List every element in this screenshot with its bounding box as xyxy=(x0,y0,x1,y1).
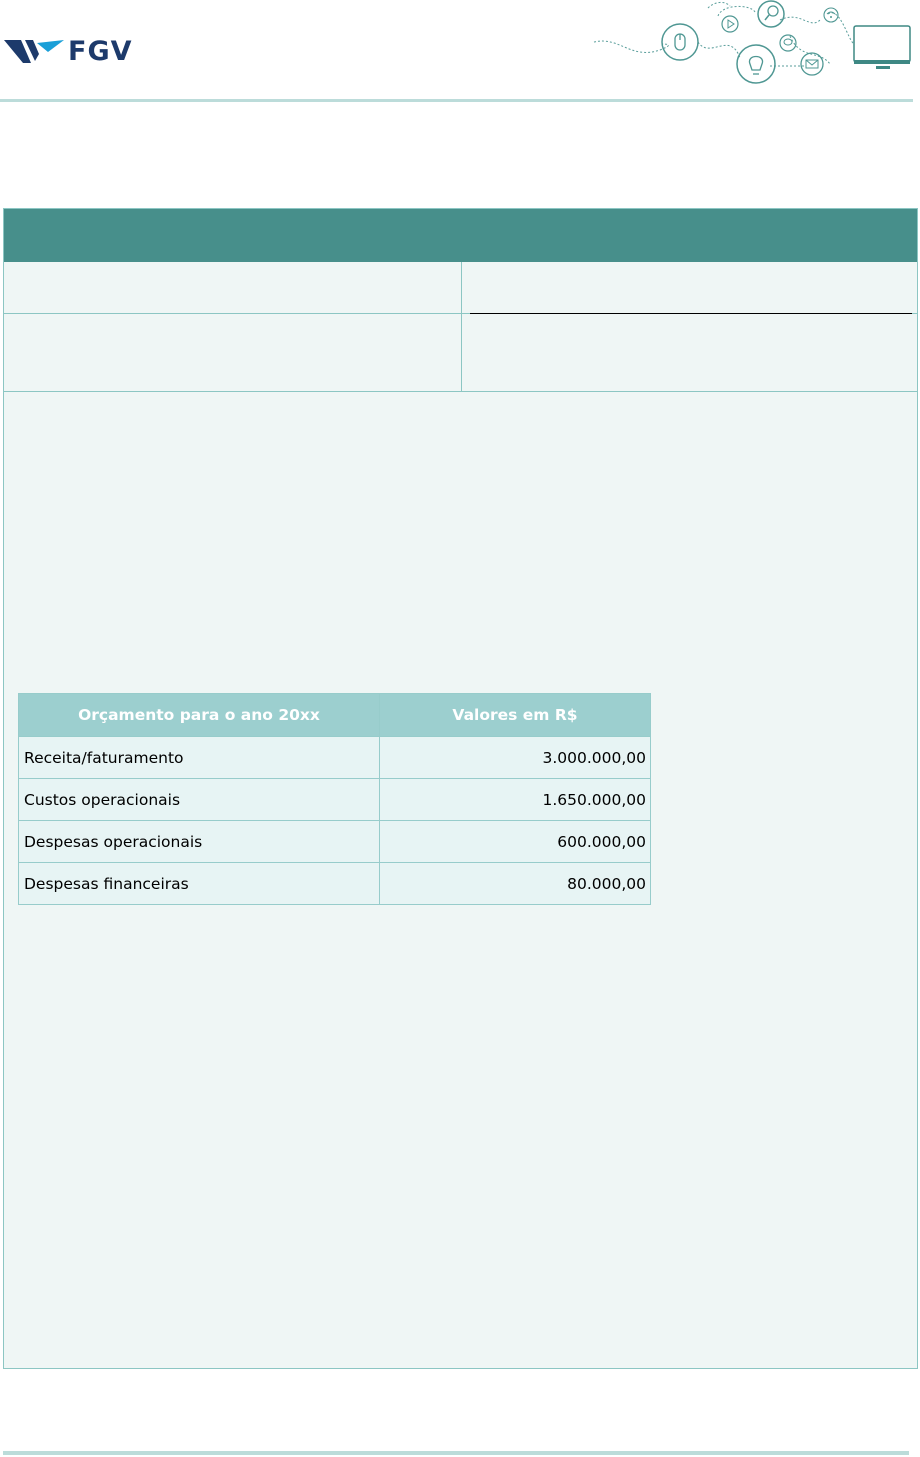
header-divider xyxy=(0,99,913,102)
fgv-logo xyxy=(4,36,133,68)
row-label: Receita/faturamento xyxy=(19,737,380,779)
row-value: 3.000.000,00 xyxy=(380,737,651,779)
fgv-logo-text: FGV xyxy=(68,36,133,67)
card-header-band xyxy=(4,209,917,262)
chat-icon xyxy=(780,35,796,51)
table-header-row xyxy=(19,694,651,737)
table-row xyxy=(19,863,651,905)
table-row xyxy=(19,821,651,863)
mail-icon xyxy=(801,53,823,75)
play-icon xyxy=(722,16,738,32)
row-value: 600.000,00 xyxy=(380,821,651,863)
content-card xyxy=(3,208,918,1369)
row-value: 1.650.000,00 xyxy=(380,779,651,821)
monitor-icon xyxy=(854,26,910,69)
row-label: Despesas operacionais xyxy=(19,821,380,863)
row-value: 80.000,00 xyxy=(380,863,651,905)
info-column-divider xyxy=(461,262,462,392)
budget-table xyxy=(18,693,651,905)
column-header-budget: Orçamento para o ano 20xx xyxy=(19,694,380,737)
table-row xyxy=(19,779,651,821)
fgv-logo-mark-icon xyxy=(4,37,66,67)
mouse-icon xyxy=(662,24,698,60)
header-decoration xyxy=(590,0,920,100)
column-header-values: Valores em R$ xyxy=(380,694,651,737)
lightbulb-icon xyxy=(737,45,775,83)
signature-line xyxy=(470,313,912,314)
search-icon xyxy=(758,1,784,27)
row-label: Despesas financeiras xyxy=(19,863,380,905)
row-label: Custos operacionais xyxy=(19,779,380,821)
table-row xyxy=(19,737,651,779)
footer-divider xyxy=(3,1451,909,1455)
page-header xyxy=(0,0,920,104)
